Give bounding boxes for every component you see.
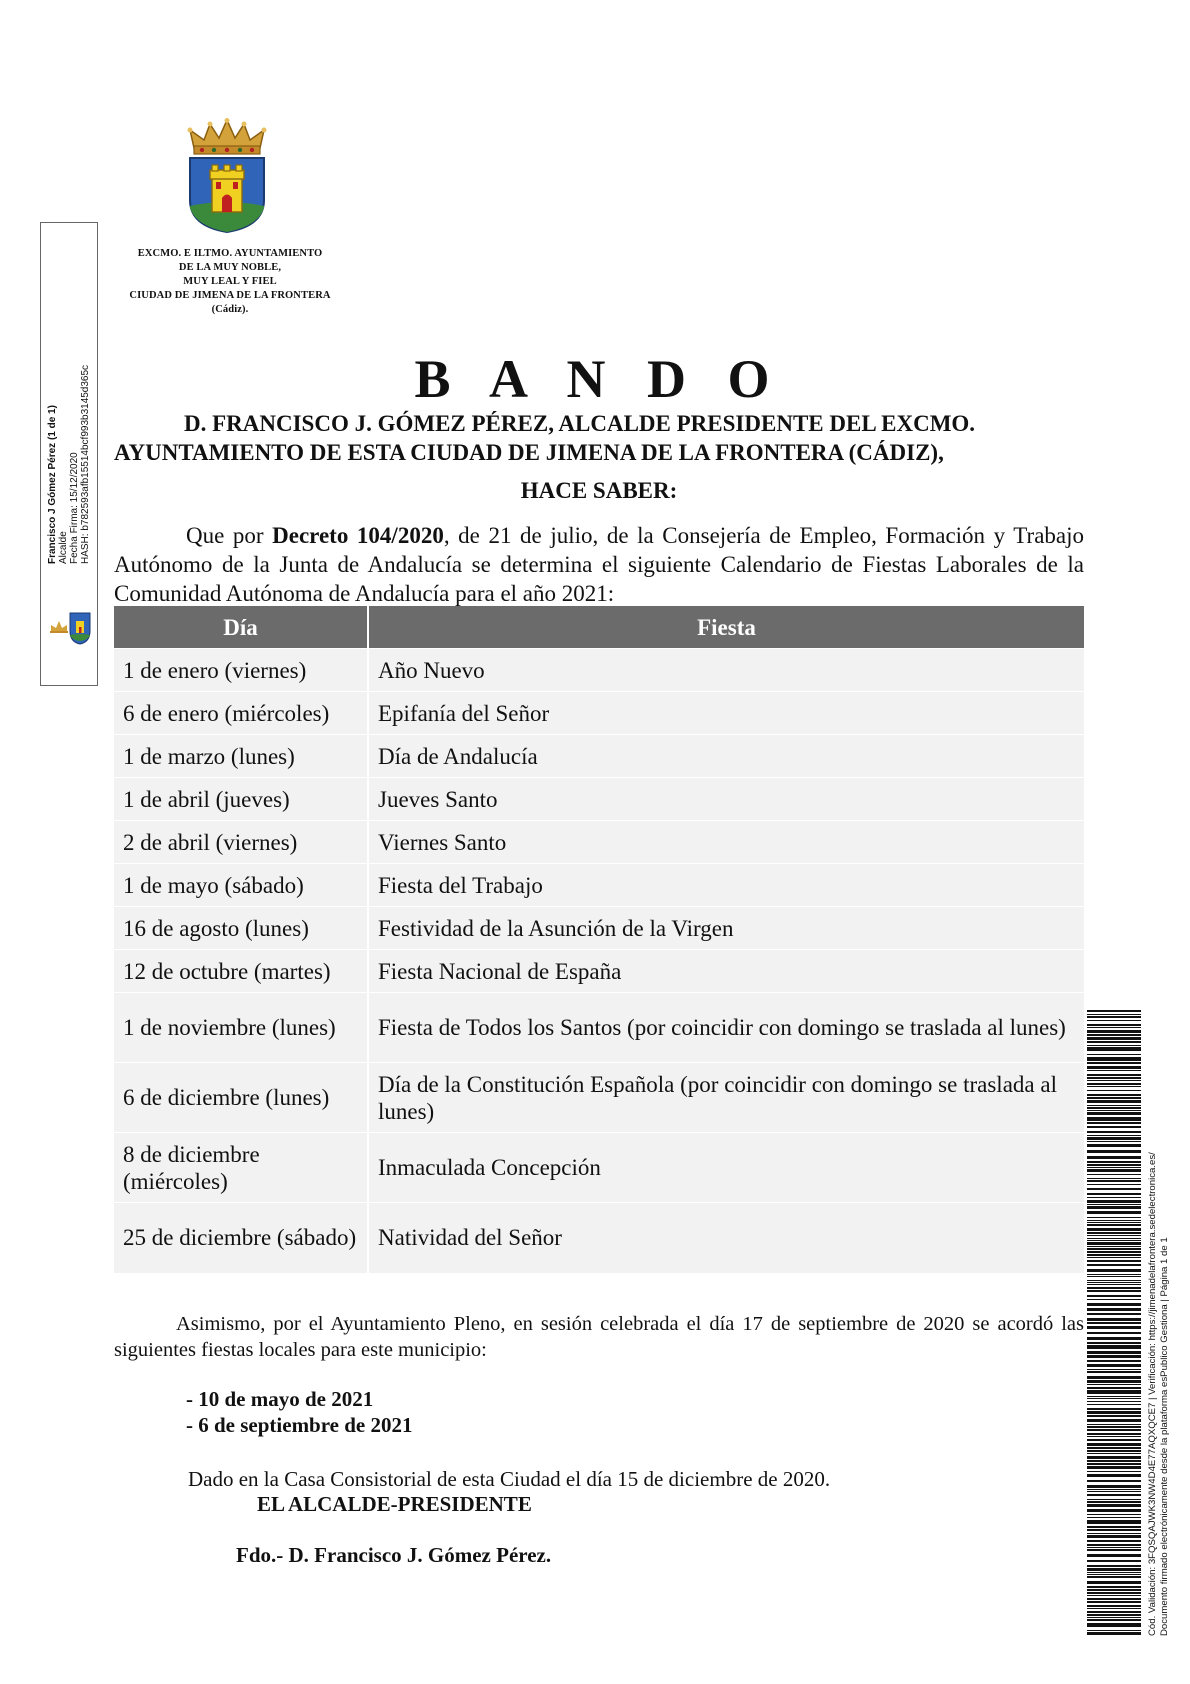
- barcode-bar: [1087, 1415, 1141, 1417]
- barcode-bar: [1087, 1572, 1141, 1573]
- barcode-bar: [1087, 1105, 1141, 1106]
- barcode-bar: [1087, 1351, 1141, 1354]
- barcode-bar: [1087, 1057, 1141, 1061]
- signature-line: Fdo.- D. Francisco J. Gómez Pérez.: [236, 1543, 552, 1567]
- barcode-bar: [1087, 1485, 1141, 1488]
- table-row: [114, 993, 1084, 1063]
- signer-role: Alcalde: [58, 531, 69, 564]
- barcode-bar: [1087, 1387, 1141, 1389]
- barcode: [1087, 1010, 1141, 1636]
- barcode-bar: [1087, 1290, 1141, 1292]
- barcode-bar: [1087, 1107, 1141, 1109]
- barcode-bar: [1087, 1598, 1141, 1600]
- barcode-bar: [1087, 1167, 1141, 1168]
- barcode-bar: [1087, 1574, 1141, 1575]
- fiesta-cell: Año Nuevo: [368, 649, 1084, 692]
- day-cell: 6 de diciembre (lunes): [114, 1063, 368, 1133]
- barcode-bar: [1087, 1240, 1141, 1241]
- barcode-bar: [1087, 1450, 1141, 1452]
- barcode-bar: [1087, 1303, 1141, 1306]
- barcode-bar: [1087, 1027, 1141, 1028]
- barcode-bar: [1087, 1066, 1141, 1069]
- barcode-bar: [1087, 1439, 1141, 1441]
- coat-of-arms-icon: [186, 118, 268, 234]
- header-line: EXCMO. E ILTMO. AYUNTAMIENTO: [137, 248, 323, 259]
- council-header: [110, 247, 350, 317]
- barcode-bar: [1087, 1080, 1141, 1081]
- barcode-bar: [1087, 1466, 1141, 1469]
- barcode-bar: [1087, 1326, 1141, 1329]
- signer-name: Francisco J Gómez Pérez (1 de 1): [47, 405, 58, 564]
- fiesta-cell: Día de Andalucía: [368, 735, 1084, 778]
- table-row: [114, 649, 1084, 692]
- barcode-bar: [1087, 1526, 1141, 1528]
- barcode-bar: [1087, 1355, 1141, 1358]
- column-header-day: Día: [114, 606, 368, 649]
- table-row: [114, 1133, 1084, 1203]
- barcode-bar: [1087, 1232, 1141, 1234]
- barcode-bar: [1087, 1269, 1141, 1272]
- fiesta-cell: Epifanía del Señor: [368, 692, 1084, 735]
- barcode-bar: [1087, 1376, 1141, 1379]
- barcode-bar: [1087, 1453, 1141, 1454]
- barcode-bar: [1087, 1436, 1141, 1437]
- barcode-bar: [1087, 1408, 1141, 1410]
- local-fiestas-list: [186, 1386, 686, 1438]
- barcode-bar: [1087, 1287, 1141, 1289]
- barcode-bar: [1087, 1443, 1141, 1446]
- table-row: [114, 821, 1084, 864]
- header-line: CIUDAD DE JIMENA DE LA FRONTERA: [129, 290, 331, 301]
- barcode-bar: [1087, 1254, 1141, 1256]
- fiesta-cell: Festividad de la Asunción de la Virgen: [368, 907, 1084, 950]
- barcode-bar: [1087, 1248, 1141, 1250]
- barcode-bar: [1087, 1037, 1141, 1040]
- barcode-bar: [1087, 1380, 1141, 1383]
- barcode-bar: [1087, 1533, 1141, 1534]
- barcode-bar: [1087, 1517, 1141, 1518]
- barcode-bar: [1087, 1164, 1141, 1166]
- barcode-bar: [1087, 1282, 1141, 1283]
- barcode-bar: [1087, 1605, 1141, 1607]
- barcode-bar: [1087, 1016, 1141, 1018]
- barcode-bar: [1087, 1433, 1141, 1435]
- barcode-bar: [1087, 1188, 1141, 1190]
- barcode-bar: [1087, 1589, 1141, 1591]
- barcode-bar: [1087, 1045, 1141, 1046]
- barcode-bar: [1087, 1494, 1141, 1496]
- barcode-bar: [1087, 1471, 1141, 1472]
- barcode-bar: [1087, 1184, 1141, 1185]
- barcode-bar: [1087, 1501, 1141, 1503]
- barcode-bar: [1087, 1332, 1141, 1334]
- barcode-bar: [1087, 1034, 1141, 1036]
- signature-hash: HASH: b782593afb15514bcf993b3145d365c: [80, 364, 91, 564]
- barcode-bar: [1087, 1617, 1141, 1618]
- fiesta-cell: Fiesta del Trabajo: [368, 864, 1084, 907]
- barcode-bar: [1087, 1547, 1141, 1548]
- table-row: [114, 778, 1084, 821]
- day-cell: 1 de enero (viernes): [114, 649, 368, 692]
- barcode-bar: [1087, 1204, 1141, 1205]
- barcode-bar: [1087, 1544, 1141, 1546]
- table-row: [114, 950, 1084, 993]
- barcode-bar: [1087, 1614, 1141, 1616]
- barcode-bar: [1087, 1070, 1141, 1071]
- barcode-bar: [1087, 1112, 1141, 1115]
- barcode-bar: [1087, 1090, 1141, 1091]
- verification-platform: Documento firmado electrónicamente desde la plataforma esPublico Gestiona | Página 1 de 1: [1159, 1237, 1170, 1636]
- barcode-bar: [1087, 1014, 1141, 1015]
- barcode-bar: [1087, 1509, 1141, 1512]
- signer-title: EL ALCALDE-PRESIDENTE: [257, 1492, 532, 1516]
- barcode-bar: [1087, 1630, 1141, 1631]
- barcode-bar: [1087, 1246, 1141, 1247]
- local-fiestas-paragraph: Asimismo, por el Ayuntamiento Pleno, en sesión celebrada el día 17 de septiembre de 2020 se acordó las siguientes fiestas locales para este municipio:: [114, 1313, 1084, 1361]
- barcode-bar: [1087, 1224, 1141, 1226]
- barcode-bar: [1087, 1135, 1141, 1136]
- barcode-bar: [1087, 1228, 1141, 1231]
- barcode-bar: [1087, 1117, 1141, 1121]
- barcode-bar: [1087, 1318, 1141, 1321]
- fiesta-cell: Natividad del Señor: [368, 1203, 1084, 1273]
- table-row: [114, 1063, 1084, 1133]
- barcode-bar: [1087, 1611, 1141, 1613]
- barcode-bar: [1087, 1260, 1141, 1262]
- barcode-bar: [1087, 1144, 1141, 1147]
- fiesta-cell: Viernes Santo: [368, 821, 1084, 864]
- barcode-bar: [1087, 1474, 1141, 1477]
- barcode-bar: [1087, 1211, 1141, 1214]
- barcode-bar: [1087, 1238, 1141, 1239]
- barcode-bar: [1087, 1180, 1141, 1182]
- day-cell: 25 de diciembre (sábado): [114, 1203, 368, 1273]
- intro-text: , de 21 de julio, de la Consejería de Empleo, Formación y Trabajo Autónomo de la Junta de Andalucía se determina el siguiente Calendario de Fiestas Laborales de la Comunidad Autónoma de Andalucía para el año 2021:: [114, 523, 1085, 606]
- table-row: [114, 692, 1084, 735]
- barcode-bar: [1087, 1122, 1141, 1124]
- mayor-heading-line: AYUNTAMIENTO DE ESTA CIUDAD DE JIMENA DE LA FRONTERA (CÁDIZ),: [114, 440, 944, 465]
- barcode-bar: [1087, 1217, 1141, 1218]
- column-header-fiesta: Fiesta: [368, 606, 1084, 649]
- barcode-bar: [1087, 1360, 1141, 1362]
- barcode-bar: [1087, 1447, 1141, 1449]
- fiesta-cell: Fiesta Nacional de España: [368, 950, 1084, 993]
- barcode-bar: [1087, 1581, 1141, 1584]
- barcode-bar: [1087, 1150, 1141, 1153]
- barcode-bar: [1087, 1419, 1141, 1422]
- day-cell: 1 de mayo (sábado): [114, 864, 368, 907]
- barcode-bar: [1087, 1274, 1141, 1275]
- barcode-bar: [1087, 1586, 1141, 1588]
- page-title: B A N D O: [414, 349, 784, 409]
- table-row: [114, 1203, 1084, 1273]
- signature-stamp-text: [47, 314, 105, 564]
- barcode-bar: [1087, 1299, 1141, 1300]
- table-row: [114, 735, 1084, 778]
- barcode-bar: [1087, 1364, 1141, 1367]
- barcode-bar: [1087, 1568, 1141, 1571]
- barcode-bar: [1087, 1024, 1141, 1026]
- barcode-bar: [1087, 1264, 1141, 1266]
- mayor-heading-line: D. FRANCISCO J. GÓMEZ PÉREZ, ALCALDE PRESIDENTE DEL EXCMO.: [184, 411, 976, 436]
- barcode-bar: [1087, 1426, 1141, 1428]
- barcode-bar: [1087, 1554, 1141, 1557]
- barcode-bar: [1087, 1504, 1141, 1507]
- barcode-bar: [1087, 1491, 1141, 1492]
- barcode-bar: [1087, 1456, 1141, 1459]
- barcode-bar: [1087, 1322, 1141, 1324]
- barcode-bar: [1087, 1083, 1141, 1085]
- day-cell: 12 de octubre (martes): [114, 950, 368, 993]
- barcode-bar: [1087, 1623, 1141, 1627]
- header-line: DE LA MUY NOBLE,: [178, 262, 282, 273]
- barcode-bar: [1087, 1041, 1141, 1043]
- barcode-bar: [1087, 1284, 1141, 1285]
- barcode-bar: [1087, 1200, 1141, 1203]
- barcode-bar: [1087, 1424, 1141, 1425]
- barcode-bar: [1087, 1251, 1141, 1253]
- barcode-bar: [1087, 1535, 1141, 1538]
- barcode-bar: [1087, 1178, 1141, 1179]
- barcode-bar: [1087, 1276, 1141, 1277]
- barcode-bar: [1087, 1460, 1141, 1462]
- barcode-bar: [1087, 1411, 1141, 1414]
- barcode-bar: [1087, 1174, 1141, 1175]
- barcode-bar: [1087, 1345, 1141, 1349]
- barcode-bar: [1087, 1342, 1141, 1344]
- barcode-bar: [1087, 1489, 1141, 1490]
- barcode-bar: [1087, 1242, 1141, 1245]
- barcode-bar: [1087, 1429, 1141, 1431]
- day-cell: 1 de abril (jueves): [114, 778, 368, 821]
- barcode-bar: [1087, 1161, 1141, 1163]
- barcode-bar: [1087, 1100, 1141, 1103]
- fiesta-cell: Jueves Santo: [368, 778, 1084, 821]
- barcode-bar: [1087, 1401, 1141, 1402]
- barcode-bar: [1087, 1141, 1141, 1142]
- barcode-bar: [1087, 1094, 1141, 1096]
- barcode-bar: [1087, 1197, 1141, 1198]
- header-line: (Cádiz).: [211, 304, 249, 315]
- barcode-bar: [1087, 1619, 1141, 1621]
- fiesta-cell: Día de la Constitución Española (por coincidir con domingo se traslada al lunes): [368, 1063, 1084, 1133]
- list-item: - 10 de mayo de 2021: [186, 1387, 374, 1411]
- barcode-bar: [1087, 1097, 1141, 1099]
- barcode-bar: [1087, 1222, 1141, 1223]
- barcode-bar: [1087, 1062, 1141, 1064]
- barcode-bar: [1087, 1592, 1141, 1594]
- barcode-bar: [1087, 1480, 1141, 1482]
- barcode-bar: [1087, 1514, 1141, 1515]
- barcode-bar: [1087, 1595, 1141, 1596]
- verification-code: Cód. Validación: 3FQSQAJWK3NW4D4E77AQXQCE7 | Verificación: https://jimenadelafrontera.sedelectronica.es/: [1147, 1152, 1158, 1636]
- barcode-bar: [1087, 1576, 1141, 1578]
- barcode-bar: [1087, 1110, 1141, 1111]
- fiesta-cell: Inmaculada Concepción: [368, 1133, 1084, 1203]
- barcode-bar: [1087, 1030, 1141, 1033]
- day-cell: 16 de agosto (lunes): [114, 907, 368, 950]
- barcode-bar: [1087, 1077, 1141, 1079]
- barcode-bar: [1087, 1193, 1141, 1195]
- barcode-bar: [1087, 1560, 1141, 1562]
- holiday-table: [114, 606, 1084, 1273]
- barcode-bar: [1087, 1010, 1141, 1012]
- closing-line: Dado en la Casa Consistorial de esta Ciudad el día 15 de diciembre de 2020.: [188, 1467, 831, 1491]
- barcode-bar: [1087, 1463, 1141, 1465]
- barcode-bar: [1087, 1601, 1141, 1603]
- intro-paragraph: [114, 521, 1084, 608]
- barcode-bar: [1087, 1308, 1141, 1311]
- barcode-bar: [1087, 1337, 1141, 1340]
- barcode-bar: [1087, 1047, 1141, 1051]
- barcode-bar: [1087, 1396, 1141, 1397]
- barcode-bar: [1087, 1632, 1141, 1635]
- barcode-bar: [1087, 1131, 1141, 1133]
- barcode-bar: [1087, 1565, 1141, 1567]
- signature-stamp: [40, 222, 98, 686]
- list-item: - 6 de septiembre de 2021: [186, 1413, 413, 1437]
- barcode-bar: [1087, 1549, 1141, 1551]
- day-cell: 8 de diciembre (miércoles): [114, 1133, 368, 1203]
- barcode-bar: [1087, 1404, 1141, 1405]
- barcode-bar: [1087, 1499, 1141, 1500]
- barcode-bar: [1087, 1220, 1141, 1221]
- mini-coat-of-arms-icon: [48, 609, 92, 645]
- barcode-bar: [1087, 1169, 1141, 1172]
- barcode-bar: [1087, 1371, 1141, 1373]
- day-cell: 2 de abril (viernes): [114, 821, 368, 864]
- barcode-bar: [1087, 1086, 1141, 1087]
- mayor-heading: [114, 409, 1084, 467]
- table-row: [114, 907, 1084, 950]
- table-header-row: [114, 606, 1084, 649]
- barcode-bar: [1087, 1126, 1141, 1128]
- barcode-bar: [1087, 1137, 1141, 1140]
- barcode-bar: [1087, 1020, 1141, 1021]
- barcode-bar: [1087, 1257, 1141, 1258]
- barcode-bar: [1087, 1206, 1141, 1209]
- decree-reference: Decreto 104/2020: [272, 523, 444, 548]
- barcode-bar: [1087, 1529, 1141, 1531]
- barcode-bar: [1087, 1384, 1141, 1385]
- day-cell: 6 de enero (miércoles): [114, 692, 368, 735]
- barcode-bar: [1087, 1074, 1141, 1076]
- barcode-bar: [1087, 1156, 1141, 1159]
- barcode-bar: [1087, 1369, 1141, 1370]
- barcode-bar: [1087, 1398, 1141, 1399]
- barcode-bar: [1087, 1235, 1141, 1236]
- barcode-bar: [1087, 1295, 1141, 1297]
- intro-text: Que por: [186, 523, 273, 548]
- barcode-bar: [1087, 1520, 1141, 1524]
- table-row: [114, 864, 1084, 907]
- barcode-bar: [1087, 1313, 1141, 1315]
- barcode-bar: [1087, 1540, 1141, 1542]
- barcode-bar: [1087, 1390, 1141, 1394]
- day-cell: 1 de noviembre (lunes): [114, 993, 368, 1063]
- day-cell: 1 de marzo (lunes): [114, 735, 368, 778]
- barcode-bar: [1087, 1054, 1141, 1055]
- header-line: MUY LEAL Y FIEL: [183, 276, 277, 287]
- hace-saber-heading: HACE SABER:: [520, 478, 678, 503]
- fiesta-cell: Fiesta de Todos los Santos (por coincidir con domingo se traslada al lunes): [368, 993, 1084, 1063]
- barcode-bar: [1087, 1608, 1141, 1609]
- signature-date: Fecha Firma: 15/12/2020: [69, 452, 80, 564]
- barcode-bar: [1087, 1280, 1141, 1281]
- verification-stamp: [1147, 996, 1171, 1636]
